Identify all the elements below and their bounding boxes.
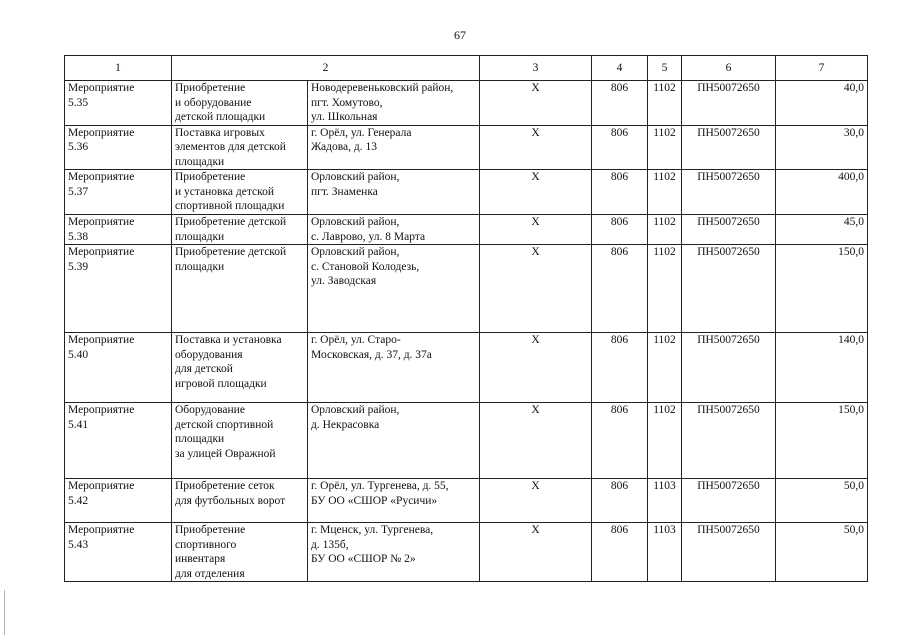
event-name-cell-line: для детской <box>175 363 233 375</box>
event-cell-line: Мероприятие <box>68 480 135 492</box>
amount-cell: 45,0 <box>776 215 868 245</box>
event-name-cell-line: спортивной площадки <box>175 200 285 212</box>
table-row <box>65 215 868 245</box>
header-col-4: 4 <box>592 56 648 81</box>
location-cell-line: ул. Заводская <box>311 275 377 287</box>
col4-cell: 806 <box>592 81 648 126</box>
location-cell-line: Орловский район, <box>311 171 400 183</box>
event-cell-line: Мероприятие <box>68 404 135 416</box>
location-cell <box>308 170 480 215</box>
location-cell-line: д. Некрасовка <box>311 418 380 431</box>
event-name-cell-line: Поставка и установка <box>175 334 282 346</box>
header-col-5: 5 <box>648 56 682 81</box>
col3-cell: Х <box>480 523 592 582</box>
table-row <box>65 333 868 403</box>
location-cell-line: д. 135б, <box>311 538 349 551</box>
event-cell <box>65 81 172 126</box>
event-cell <box>65 170 172 215</box>
event-name-cell <box>172 523 308 582</box>
amount-cell: 150,0 <box>776 403 868 479</box>
location-cell-line: г. Орёл, ул. Старо- <box>311 334 401 346</box>
location-cell-line: Орловский район, <box>311 404 400 416</box>
location-cell-line: Новодеревеньковский район, <box>311 82 454 94</box>
event-name-cell <box>172 215 308 245</box>
col6-cell: ПН50072650 <box>682 81 776 126</box>
location-cell-line: г. Орёл, ул. Тургенева, д. 55, <box>311 480 449 492</box>
event-name-cell <box>172 81 308 126</box>
event-cell-line: 5.38 <box>68 230 89 243</box>
amount-cell: 400,0 <box>776 170 868 215</box>
col6-cell: ПН50072650 <box>682 523 776 582</box>
col4-cell: 806 <box>592 333 648 403</box>
event-cell-line: 5.37 <box>68 185 89 198</box>
amount-cell: 50,0 <box>776 523 868 582</box>
event-cell <box>65 479 172 523</box>
col3-cell: Х <box>480 333 592 403</box>
event-name-cell-line: за улицей Овражной <box>175 447 276 460</box>
col3-cell: Х <box>480 479 592 523</box>
event-cell-line: 5.43 <box>68 538 89 551</box>
event-name-cell-line: Приобретение детской <box>175 246 287 258</box>
location-cell-line: Орловский район, <box>311 246 400 258</box>
table-header-row <box>65 56 868 81</box>
event-name-cell <box>172 333 308 403</box>
location-cell-line: г. Мценск, ул. Тургенева, <box>311 524 434 536</box>
amount-cell: 40,0 <box>776 81 868 126</box>
event-name-cell <box>172 403 308 479</box>
event-name-cell-line: Приобретение <box>175 524 246 536</box>
table-row <box>65 479 868 523</box>
col3-cell: Х <box>480 245 592 333</box>
col5-cell: 1102 <box>648 245 682 333</box>
event-cell-line: 5.36 <box>68 141 89 153</box>
amount-cell: 150,0 <box>776 245 868 333</box>
col4-cell: 806 <box>592 215 648 245</box>
location-cell-line: ул. Школьная <box>311 111 378 123</box>
event-name-cell-line: Приобретение сеток <box>175 480 275 492</box>
col6-cell: ПН50072650 <box>682 333 776 403</box>
event-cell-line: Мероприятие <box>68 246 135 258</box>
event-name-cell-line: инвентаря <box>175 553 226 565</box>
col3-cell: Х <box>480 403 592 479</box>
amount-cell: 30,0 <box>776 125 868 170</box>
table-row <box>65 523 868 582</box>
event-name-cell-line: Приобретение <box>175 82 246 94</box>
header-col-3: 3 <box>480 56 592 81</box>
event-cell <box>65 523 172 582</box>
event-name-cell-line: игровой площадки <box>175 377 267 390</box>
event-name-cell-line: и оборудование <box>175 96 252 109</box>
event-cell-line: Мероприятие <box>68 524 135 536</box>
event-cell-line: Мероприятие <box>68 126 135 139</box>
table-row <box>65 170 868 215</box>
col5-cell: 1103 <box>648 523 682 582</box>
table-row <box>65 125 868 170</box>
event-name-cell-line: Приобретение <box>175 171 246 183</box>
col4-cell: 806 <box>592 245 648 333</box>
col5-cell: 1102 <box>648 170 682 215</box>
event-name-cell-line: площадки <box>175 155 225 168</box>
amount-cell: 140,0 <box>776 333 868 403</box>
col6-cell: ПН50072650 <box>682 479 776 523</box>
event-name-cell-line: детской спортивной <box>175 418 274 431</box>
event-name-cell-line: и установка детской <box>175 185 275 198</box>
location-cell <box>308 523 480 582</box>
event-cell-line: 5.39 <box>68 260 89 273</box>
col4-cell: 806 <box>592 170 648 215</box>
col4-cell: 806 <box>592 523 648 582</box>
location-cell-line: г. Орёл, ул. Генерала <box>311 126 412 139</box>
col3-cell: Х <box>480 215 592 245</box>
event-name-cell-line: детской площадки <box>175 111 266 123</box>
budget-table <box>64 55 868 582</box>
event-cell-line: 5.35 <box>68 96 89 109</box>
col4-cell: 806 <box>592 125 648 170</box>
location-cell <box>308 125 480 170</box>
event-name-cell-line: для отделения <box>175 567 245 580</box>
event-cell <box>65 403 172 479</box>
table-row <box>65 245 868 333</box>
event-cell <box>65 245 172 333</box>
col6-cell: ПН50072650 <box>682 245 776 333</box>
location-cell <box>308 81 480 126</box>
location-cell <box>308 333 480 403</box>
event-cell <box>65 215 172 245</box>
event-name-cell-line: Оборудование <box>175 404 245 416</box>
col5-cell: 1102 <box>648 215 682 245</box>
col5-cell: 1102 <box>648 403 682 479</box>
event-name-cell-line: спортивного <box>175 538 237 551</box>
amount-cell: 50,0 <box>776 479 868 523</box>
header-col-6: 6 <box>682 56 776 81</box>
location-cell-line: Орловский район, <box>311 216 400 228</box>
col5-cell: 1102 <box>648 125 682 170</box>
location-cell-line: Московская, д. 37, д. 37а <box>311 348 432 361</box>
col6-cell: ПН50072650 <box>682 215 776 245</box>
event-cell <box>65 333 172 403</box>
event-name-cell <box>172 170 308 215</box>
event-name-cell-line: площадки <box>175 230 225 243</box>
col5-cell: 1102 <box>648 81 682 126</box>
location-cell-line: Жадова, д. 13 <box>311 141 377 153</box>
col3-cell: Х <box>480 81 592 126</box>
event-cell-line: 5.41 <box>68 418 89 431</box>
page-number: 67 <box>454 28 466 42</box>
event-cell-line: 5.42 <box>68 494 89 507</box>
event-name-cell <box>172 479 308 523</box>
event-name-cell-line: Приобретение детской <box>175 216 287 228</box>
event-name-cell-line: оборудования <box>175 348 243 361</box>
col6-cell: ПН50072650 <box>682 403 776 479</box>
col5-cell: 1103 <box>648 479 682 523</box>
event-name-cell <box>172 125 308 170</box>
event-cell-line: Мероприятие <box>68 82 135 94</box>
location-cell-line: с. Становой Колодезь, <box>311 260 420 273</box>
header-col-7: 7 <box>776 56 868 81</box>
location-cell <box>308 479 480 523</box>
col4-cell: 806 <box>592 403 648 479</box>
table-row <box>65 81 868 126</box>
location-cell-line: с. Лаврово, ул. 8 Марта <box>311 230 426 243</box>
event-name-cell-line: площадки <box>175 260 225 273</box>
event-cell-line: Мероприятие <box>68 334 135 346</box>
location-cell-line: пгт. Хомутово, <box>311 96 383 109</box>
header-col-2: 2 <box>172 56 480 81</box>
location-cell-line: БУ ОО «СШОР № 2» <box>311 553 416 565</box>
col3-cell: Х <box>480 170 592 215</box>
location-cell <box>308 215 480 245</box>
event-cell-line: Мероприятие <box>68 216 135 228</box>
location-cell <box>308 403 480 479</box>
event-name-cell-line: элементов для детской <box>175 141 286 153</box>
col4-cell: 806 <box>592 479 648 523</box>
event-name-cell <box>172 245 308 333</box>
col3-cell: Х <box>480 125 592 170</box>
event-cell-line: Мероприятие <box>68 171 135 183</box>
event-cell <box>65 125 172 170</box>
event-name-cell-line: для футбольных ворот <box>175 494 286 507</box>
location-cell-line: БУ ОО «СШОР «Русичи» <box>311 494 438 507</box>
event-cell-line: 5.40 <box>68 348 89 361</box>
event-name-cell-line: площадки <box>175 433 225 445</box>
location-cell <box>308 245 480 333</box>
event-name-cell-line: Поставка игровых <box>175 126 265 139</box>
col6-cell: ПН50072650 <box>682 170 776 215</box>
table-row <box>65 403 868 479</box>
col5-cell: 1102 <box>648 333 682 403</box>
scan-margin-mark <box>4 590 5 635</box>
col6-cell: ПН50072650 <box>682 125 776 170</box>
header-col-1: 1 <box>65 56 172 81</box>
location-cell-line: пгт. Знаменка <box>311 185 378 198</box>
